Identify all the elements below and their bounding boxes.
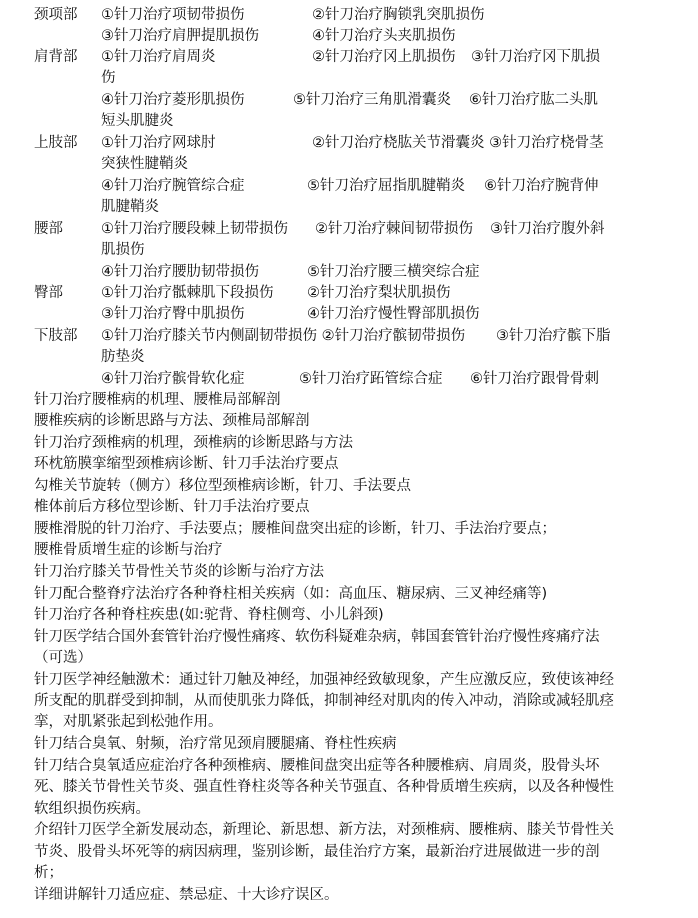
treatment-item: ②针刀治疗梨状肌损伤 [307,285,451,301]
paragraph-line: 所支配的肌群受到抑制，从而使肌张力降低，抑制神经对肌肉的传入冲动，消除或减轻肌痉 [34,693,614,709]
treatment-item: ⑤针刀治疗腰三横突综合症 [307,264,480,280]
treatment-item: ④针刀治疗髌骨软化症 [101,371,245,387]
section-category: 臀部 [34,285,63,301]
treatment-item: ④针刀治疗腰肋韧带损伤 [101,264,259,280]
treatment-item: ③针刀治疗冈下肌损 [471,49,600,65]
treatment-item-continuation: 短头肌腱炎 [101,113,174,129]
treatment-item: ①针刀治疗骶棘肌下段损伤 [101,285,274,301]
treatment-item: ①针刀治疗网球肘 [101,135,216,151]
treatment-item-continuation: 伤 [101,70,116,86]
paragraph-line: 针刀配合整脊疗法治疗各种脊柱相关疾病（如：高血压、糖尿病、三叉神经痛等) [34,586,548,602]
paragraph-line: 针刀医学结合国外套管针治疗慢性痛疼、软伤科疑难杂病，韩国套管针治疗慢性疼痛疗法 [34,629,600,645]
paragraph-line: 针刀结合臭氧适应症治疗各种颈椎病、腰椎间盘突出症等各种腰椎病、肩周炎，股骨头坏 [34,758,600,774]
paragraph-line: 介绍针刀医学全新发展动态，新理论、新思想、新方法，对颈椎病、腰椎病、膝关节骨性关 [34,822,614,838]
paragraph-line: （可选） [34,650,92,666]
paragraph-line: 椎体前后方移位型诊断、针刀手法治疗要点 [34,499,310,515]
treatment-item: ②针刀治疗胸锁乳突肌损伤 [312,7,485,23]
paragraph-line: 针刀医学神经触激术：通过针刀触及神经，加强神经致敏现象，产生应激反应，致使该神经 [34,672,614,688]
treatment-item-continuation: 肌损伤 [101,242,145,258]
paragraph-line: 析； [34,865,63,881]
treatment-item: ③针刀治疗肩胛提肌损伤 [101,28,259,44]
paragraph-line: 勾椎关节旋转（侧方）移位型颈椎病诊断，针刀、手法要点 [34,478,411,494]
treatment-item: ⑥针刀治疗肱二头肌 [469,92,598,108]
treatment-item: ①针刀治疗项韧带损伤 [101,7,245,23]
treatment-item-continuation: 肌腱鞘炎 [101,199,159,215]
paragraph-line: 腰椎滑脱的针刀治疗、手法要点；腰椎间盘突出症的诊断，针刀、手法治疗要点； [34,521,556,537]
paragraph-line: 节炎、股骨头坏死等的病因病理，鉴别诊断，最佳治疗方案，最新治疗进展做进一步的剖 [34,844,600,860]
paragraph-line: 死、膝关节骨性关节炎、强直性脊柱炎等各种关节强直、各种骨质增生疾病，以及各种慢性 [34,779,614,795]
treatment-item: ③针刀治疗臀中肌损伤 [101,306,245,322]
paragraph-line: 详细讲解针刀适应症、禁忌症、十大诊疗误区。 [34,887,339,903]
treatment-item: ⑤针刀治疗屈指肌腱鞘炎 [307,178,465,194]
paragraph-line: 腰椎疾病的诊断思路与方法、颈椎局部解剖 [34,413,310,429]
treatment-item: ②针刀治疗棘间韧带损伤 [315,221,473,237]
treatment-item: ⑥针刀治疗腕背伸 [484,178,599,194]
treatment-item: ⑥针刀治疗跟骨骨刺 [470,371,599,387]
treatment-item: ⑤针刀治疗跖管综合症 [299,371,443,387]
section-category: 上肢部 [34,135,78,151]
treatment-item: ③针刀治疗腹外斜 [490,221,605,237]
treatment-item: ③针刀治疗髌下脂 [496,328,611,344]
section-category: 下肢部 [34,328,78,344]
paragraph-line: 针刀治疗各种脊柱疾患(如:驼背、脊柱侧弯、小儿斜颈) [34,607,384,623]
treatment-item: ①针刀治疗腰段棘上韧带损伤 [101,221,288,237]
treatment-item: ①针刀治疗肩周炎 [101,49,216,65]
treatment-item: ①针刀治疗膝关节内侧副韧带损伤 ②针刀治疗髌韧带损伤 [101,328,466,344]
treatment-item: ④针刀治疗腕管综合症 [101,178,245,194]
paragraph-line: 针刀治疗腰椎病的机理、腰椎局部解剖 [34,392,281,408]
section-category: 颈项部 [34,7,78,23]
treatment-item: ④针刀治疗菱形肌损伤 [101,92,245,108]
treatment-item-continuation: 突狭性腱鞘炎 [101,156,188,172]
paragraph-line: 针刀结合臭氧、射频，治疗常见颈肩腰腿痛、脊柱性疾病 [34,736,397,752]
paragraph-line: 针刀治疗颈椎病的机理，颈椎病的诊断思路与方法 [34,435,353,451]
paragraph-line: 软组织损伤疾病。 [34,801,150,817]
treatment-item: ②针刀治疗桡肱关节滑囊炎 ③针刀治疗桡骨茎 [312,135,604,151]
treatment-item: ⑤针刀治疗三角肌滑囊炎 [293,92,451,108]
treatment-item: ④针刀治疗头夹肌损伤 [312,28,456,44]
treatment-item: ④针刀治疗慢性臀部肌损伤 [307,306,480,322]
paragraph-line: 腰椎骨质增生症的诊断与治疗 [34,542,223,558]
treatment-item: ②针刀治疗冈上肌损伤 [312,49,456,65]
section-category: 腰部 [34,221,63,237]
treatment-item-continuation: 肪垫炎 [101,349,145,365]
paragraph-line: 环枕筋膜挛缩型颈椎病诊断、针刀手法治疗要点 [34,456,339,472]
section-category: 肩背部 [34,49,78,65]
paragraph-line: 挛，对肌紧张起到松弛作用。 [34,714,223,730]
paragraph-line: 针刀治疗膝关节骨性关节炎的诊断与治疗方法 [34,564,324,580]
